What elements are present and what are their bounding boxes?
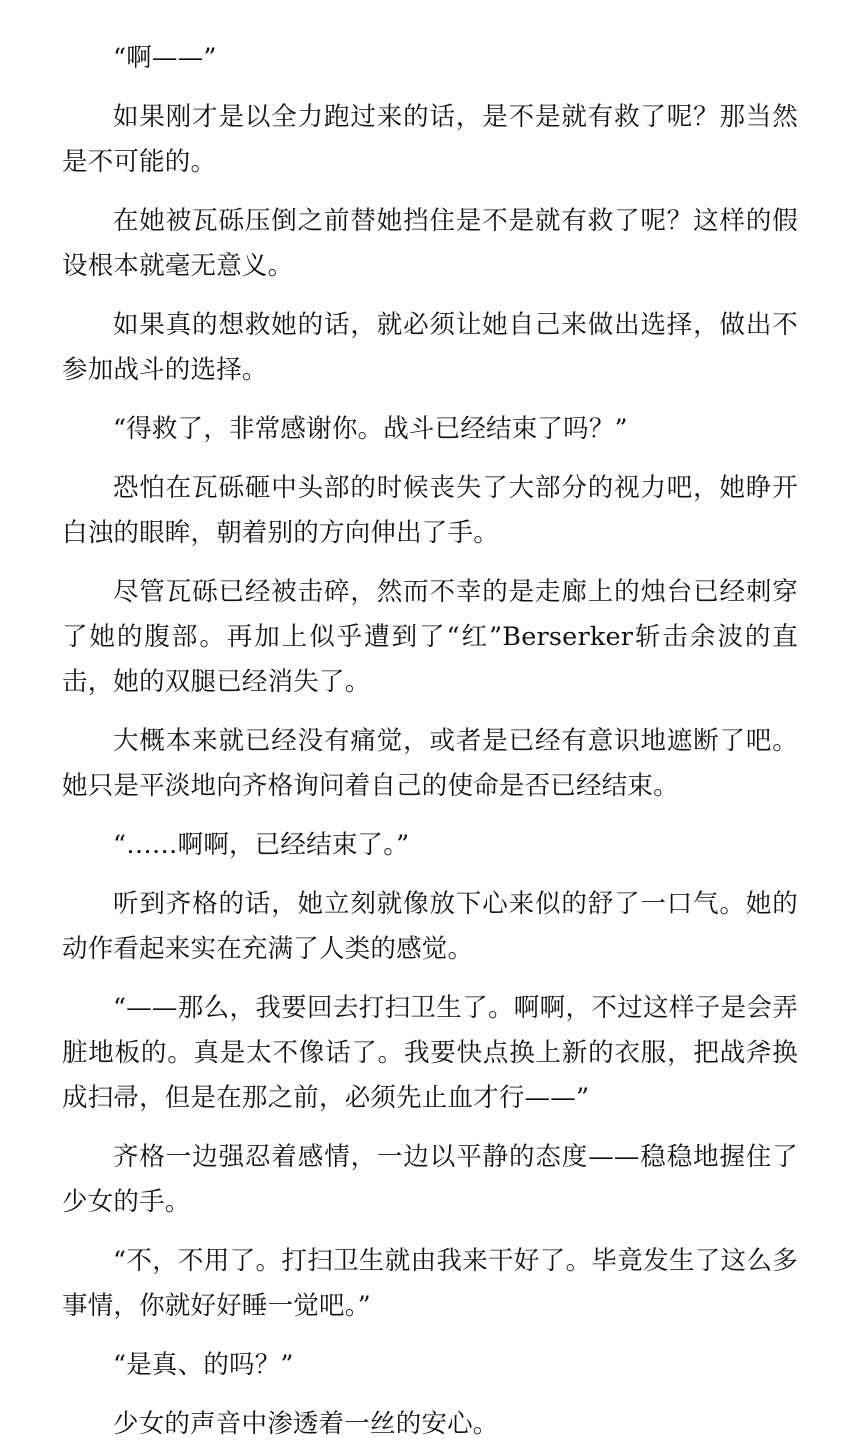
document-body (62, 36, 798, 1447)
paragraph: “得救了，非常感谢你。战斗已经结束了吗？” (113, 414, 628, 444)
paragraph: 少女的声音中渗透着一丝的安心。 (113, 1409, 499, 1439)
paragraph: 恐怕在瓦砾砸中头部的时候丧失了大部分的视力吧，她睁开白浊的眼眸，朝着别的方向伸出了手。 (62, 473, 798, 548)
paragraph: 在她被瓦砾压倒之前替她挡住是不是就有救了呢？这样的假设根本就毫无意义。 (62, 206, 798, 281)
paragraph: “啊——” (113, 43, 217, 73)
paragraph: “——那么，我要回去打扫卫生了。啊啊，不过这样子是会弄脏地板的。真是太不像话了。我要快点换上新的衣服，把战斧换成扫帚，但是在那之前，必须先止血才行——” (62, 993, 798, 1113)
paragraph: “是真、的吗？” (113, 1350, 294, 1380)
paragraph: 尽管瓦砾已经被击碎，然而不幸的是走廊上的烛台已经刺穿了她的腹部。再加上似乎遭到了“红”Berserker斩击余波的直击，她的双腿已经消失了。 (62, 577, 798, 697)
paragraph: “不，不用了。打扫卫生就由我来干好了。毕竟发生了这么多事情，你就好好睡一觉吧。” (62, 1246, 798, 1321)
paragraph: “……啊啊，已经结束了。” (113, 830, 410, 860)
paragraph: 齐格一边强忍着感情，一边以平静的态度——稳稳地握住了少女的手。 (62, 1142, 798, 1217)
paragraph: 听到齐格的话，她立刻就像放下心来似的舒了一口气。她的动作看起来实在充满了人类的感觉。 (62, 889, 798, 964)
paragraph: 大概本来就已经没有痛觉，或者是已经有意识地遮断了吧。她只是平淡地向齐格询问着自己的使命是否已经结束。 (62, 726, 798, 801)
paragraph: 如果刚才是以全力跑过来的话，是不是就有救了呢？那当然是不可能的。 (62, 102, 798, 177)
paragraph: 如果真的想救她的话，就必须让她自己来做出选择，做出不参加战斗的选择。 (62, 310, 798, 385)
